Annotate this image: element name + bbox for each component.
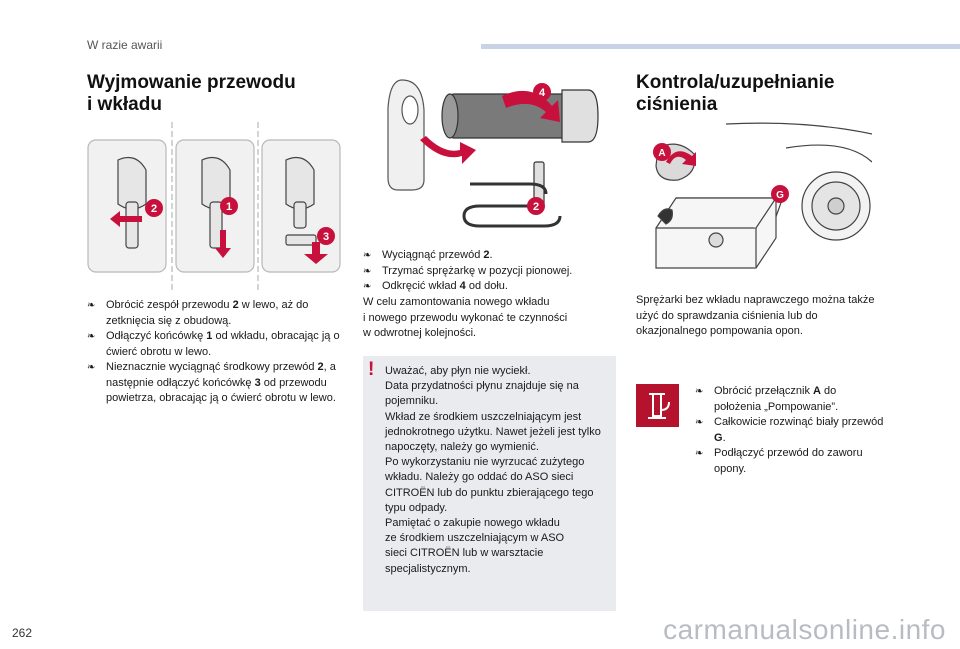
cartridge-steps (363, 248, 618, 295)
list-item: ❧ Podłączyć przewód do zaworu opony. (695, 447, 863, 475)
title-line: Kontrola/uzupełnianie (636, 72, 835, 93)
list-item: ❧ Całkowicie rozwinąć biały przewód G. (695, 416, 884, 444)
header-bar (481, 44, 960, 49)
label-2: 2 (150, 203, 158, 215)
section-label: W razie awarii (87, 38, 163, 52)
section-title-pressure (636, 72, 834, 116)
list-item: ❧ Obrócić przełącznik A do położenia „Pompowanie”. (695, 385, 839, 413)
list-item: ❧ Wyciągnąć przewód 2. (363, 248, 618, 264)
bullet-icon: ❧ (695, 417, 704, 428)
label-a: A (658, 148, 666, 159)
list-item: ❧ Odłączyć końcówkę 1 od wkładu, obracając ją o ćwierć obrotu w lewo. (87, 330, 340, 358)
reassembly-note: W celu zamontowania nowego wkładu i nowego przewodu wykonać te czynności w odwrotnej kolejności. (363, 296, 568, 339)
label-1: 1 (225, 201, 233, 213)
cartridge-illustration (362, 66, 620, 244)
label-4: 4 (538, 87, 546, 99)
compressor-intro: Sprężarki bez wkładu naprawczego można także użyć do sprawdzania ciśnienia lub do okazjonalnego pompowania opon. (636, 294, 875, 337)
watermark: carmanualsonline.info (663, 614, 946, 645)
bullet-icon: ❧ (87, 362, 96, 373)
page-number: 262 (12, 626, 33, 640)
bullet-icon: ❧ (87, 331, 96, 342)
title-line: Wyjmowanie przewodu (87, 72, 296, 93)
bullet-icon: ❧ (87, 300, 96, 311)
bullet-icon: ❧ (363, 265, 372, 277)
list-item: ❧ Nieznacznie wyciągnąć środkowy przewód 2, a następnie odłączyć końcówkę 3 od przewodu powietrza, obracając ją o ćwierć obrotu w lewo. (87, 361, 336, 404)
title-line: ciśnienia (636, 94, 718, 115)
list-item: ❧ Obrócić zespół przewodu 2 w lewo, aż do zetknięcia się z obudową. (87, 299, 309, 327)
removal-steps (87, 298, 352, 407)
label-2: 2 (532, 201, 540, 213)
section-title-removal (87, 72, 296, 116)
bullet-icon: ❧ (363, 281, 372, 292)
compressor-illustration (636, 118, 872, 290)
list-item: ❧ Trzymać sprężarkę w pozycji pionowej. (363, 264, 618, 280)
label-g: G (776, 190, 784, 201)
pump-icon (636, 384, 679, 427)
bullet-icon: ❧ (363, 250, 372, 261)
warning-icon: ! (368, 359, 375, 380)
label-3: 3 (322, 231, 330, 243)
warning-box (363, 356, 616, 611)
pressure-steps (695, 384, 885, 477)
bullet-icon: ❧ (695, 386, 704, 397)
warning-text: Uważać, aby płyn nie wyciekł. Data przydatności płynu znajduje się na pojemniku. Wkład ze środkiem uszczelniającym jest jednokrotnego użytku. Nawet jeżeli jest tylko napoczęty, należy go wymienić. Po wykorzystaniu nie wyrzucać zużytego wkładu. Należy go oddać do ASO sieci CITROËN lub do punktu zbierającego tego typu odpady. Pamiętać o zakupie nowego wkładu ze środkiem uszczelniającym w ASO sieci CITROËN lub w warsztacie specjalistycznym. (385, 365, 601, 575)
hose-removal-illustration (86, 120, 344, 295)
bullet-icon: ❧ (695, 448, 704, 459)
title-line: i wkładu (87, 94, 162, 115)
list-item: ❧ Odkręcić wkład 4 od dołu. (363, 279, 618, 295)
